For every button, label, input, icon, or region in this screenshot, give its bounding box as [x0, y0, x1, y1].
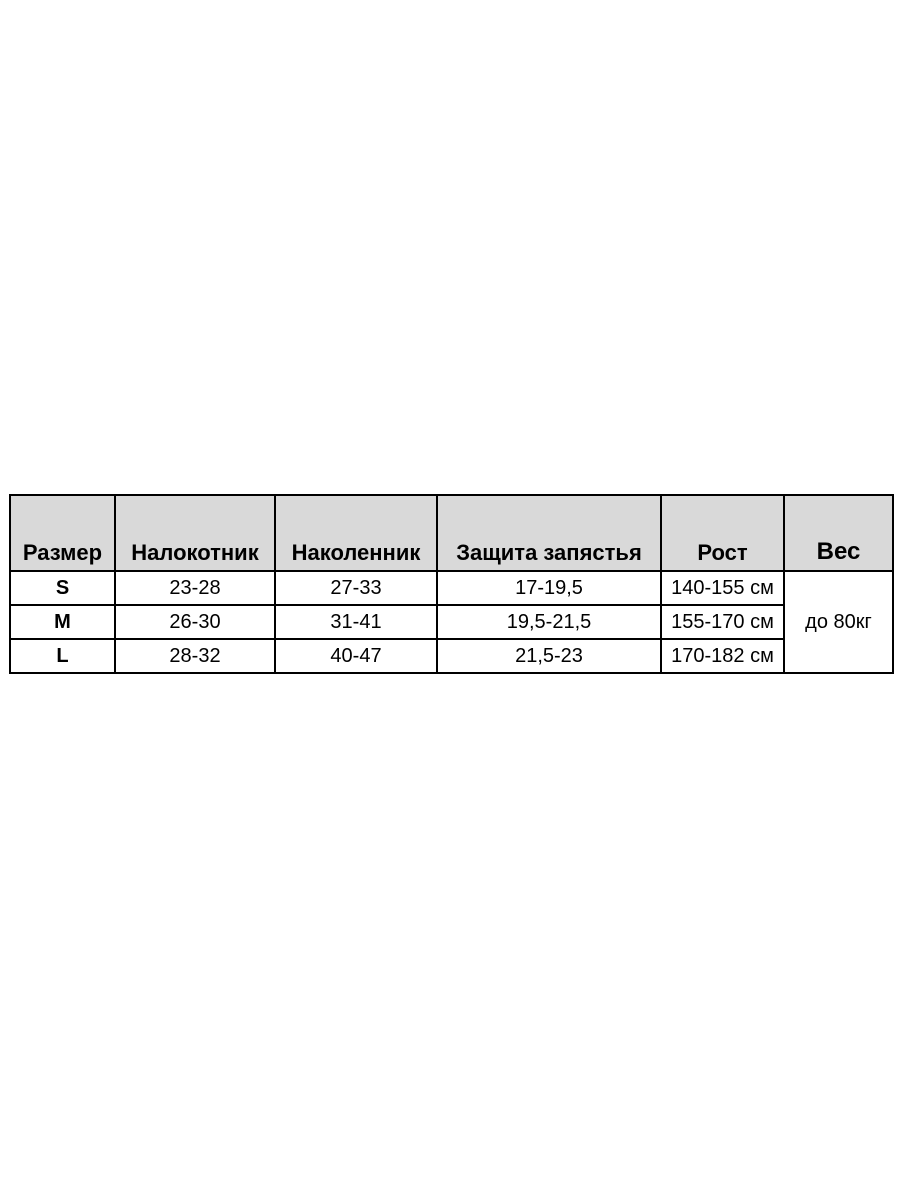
weight-cell: до 80кг	[784, 571, 893, 673]
table-row	[10, 571, 893, 605]
height-cell: 155-170 см	[661, 605, 784, 639]
height-cell: 140-155 см	[661, 571, 784, 605]
size-cell: S	[10, 571, 115, 605]
table-row	[10, 605, 893, 639]
header-size: Размер	[10, 495, 115, 571]
knee-cell: 31-41	[275, 605, 437, 639]
elbow-cell: 26-30	[115, 605, 275, 639]
elbow-cell: 23-28	[115, 571, 275, 605]
knee-cell: 27-33	[275, 571, 437, 605]
table-row	[10, 639, 893, 673]
size-chart-table	[9, 494, 894, 674]
header-elbow-pad: Налокотник	[115, 495, 275, 571]
knee-cell: 40-47	[275, 639, 437, 673]
height-cell: 170-182 см	[661, 639, 784, 673]
header-height: Рост	[661, 495, 784, 571]
header-row	[10, 495, 893, 571]
header-wrist-guard: Защита запястья	[437, 495, 661, 571]
elbow-cell: 28-32	[115, 639, 275, 673]
wrist-cell: 17-19,5	[437, 571, 661, 605]
header-knee-pad: Наколенник	[275, 495, 437, 571]
wrist-cell: 21,5-23	[437, 639, 661, 673]
table-body	[10, 571, 893, 673]
header-weight: Вес	[784, 495, 893, 571]
size-cell: L	[10, 639, 115, 673]
size-cell: M	[10, 605, 115, 639]
table-header	[10, 495, 893, 571]
wrist-cell: 19,5-21,5	[437, 605, 661, 639]
